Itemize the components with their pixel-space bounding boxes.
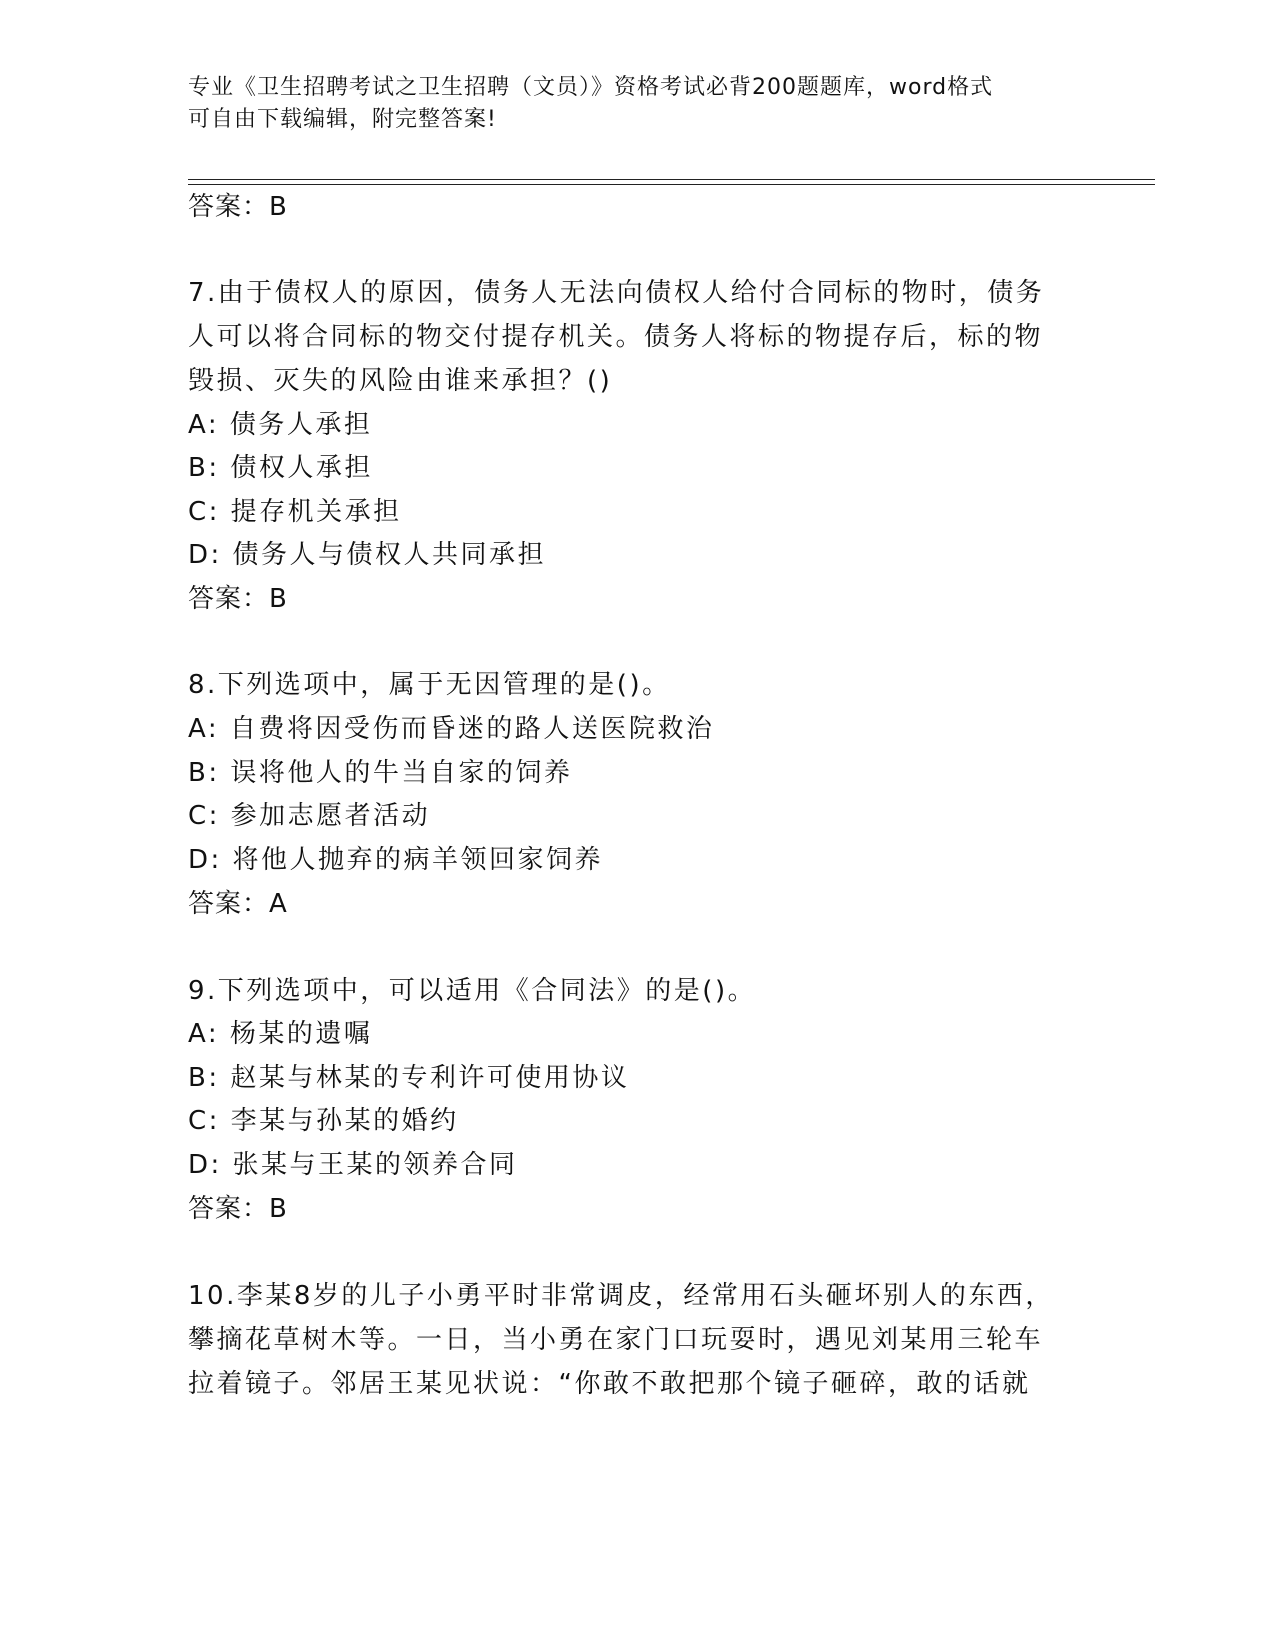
question-7-option-c: C: 提存机关承担 <box>188 497 402 527</box>
document-header <box>188 72 1068 136</box>
question-7-option-d: D: 债务人与债权人共同承担 <box>188 540 547 570</box>
question-9-option-d: D: 张某与王某的领养合同 <box>188 1150 518 1180</box>
answer-line: 答案：B <box>188 192 288 222</box>
question-7-option-a: A: 债务人承担 <box>188 410 373 440</box>
header-line-2: 可自由下载编辑，附完整答案! <box>188 107 497 132</box>
question-10-stem-line-2: 攀摘花草树木等。一日，当小勇在家门口玩耍时，遇见刘某用三轮车 <box>188 1325 1044 1355</box>
question-7-stem-line-2: 人可以将合同标的物交付提存机关。债务人将标的物提存后，标的物 <box>188 322 1044 352</box>
question-7-answer: 答案：B <box>188 584 288 614</box>
header-rule-top <box>188 179 1155 180</box>
header-rule-bottom <box>188 184 1155 185</box>
question-8-option-a: A: 自费将因受伤而昏迷的路人送医院救治 <box>188 714 715 744</box>
question-9-option-a: A: 杨某的遗嘱 <box>188 1019 373 1049</box>
question-9-option-b: B: 赵某与林某的专利许可使用协议 <box>188 1063 630 1093</box>
question-9-answer: 答案：B <box>188 1194 288 1224</box>
question-8-option-b: B: 误将他人的牛当自家的饲养 <box>188 758 573 788</box>
question-8-stem: 8.下列选项中，属于无因管理的是()。 <box>188 670 671 700</box>
header-line-1: 专业《卫生招聘考试之卫生招聘（文员）》资格考试必背200题题库，word格式 <box>188 75 994 100</box>
question-7-option-b: B: 债权人承担 <box>188 453 373 483</box>
question-10-stem-line-3: 拉着镜子。邻居王某见状说：“你敢不敢把那个镜子砸碎，敢的话就 <box>188 1369 1031 1399</box>
question-9-option-c: C: 李某与孙某的婚约 <box>188 1106 459 1136</box>
question-9-stem: 9.下列选项中，可以适用《合同法》的是()。 <box>188 976 757 1006</box>
question-8-answer: 答案：A <box>188 889 288 919</box>
question-7-stem-line-3: 毁损、灭失的风险由谁来承担？() <box>188 366 613 396</box>
question-7-stem-line-1: 7.由于债权人的原因，债务人无法向债权人给付合同标的物时，债务 <box>188 278 1045 308</box>
question-8-option-c: C: 参加志愿者活动 <box>188 801 431 831</box>
question-10-stem-line-1: 10.李某8岁的儿子小勇平时非常调皮，经常用石头砸坏别人的东西， <box>188 1281 1054 1311</box>
question-8-option-d: D: 将他人抛弃的病羊领回家饲养 <box>188 845 604 875</box>
